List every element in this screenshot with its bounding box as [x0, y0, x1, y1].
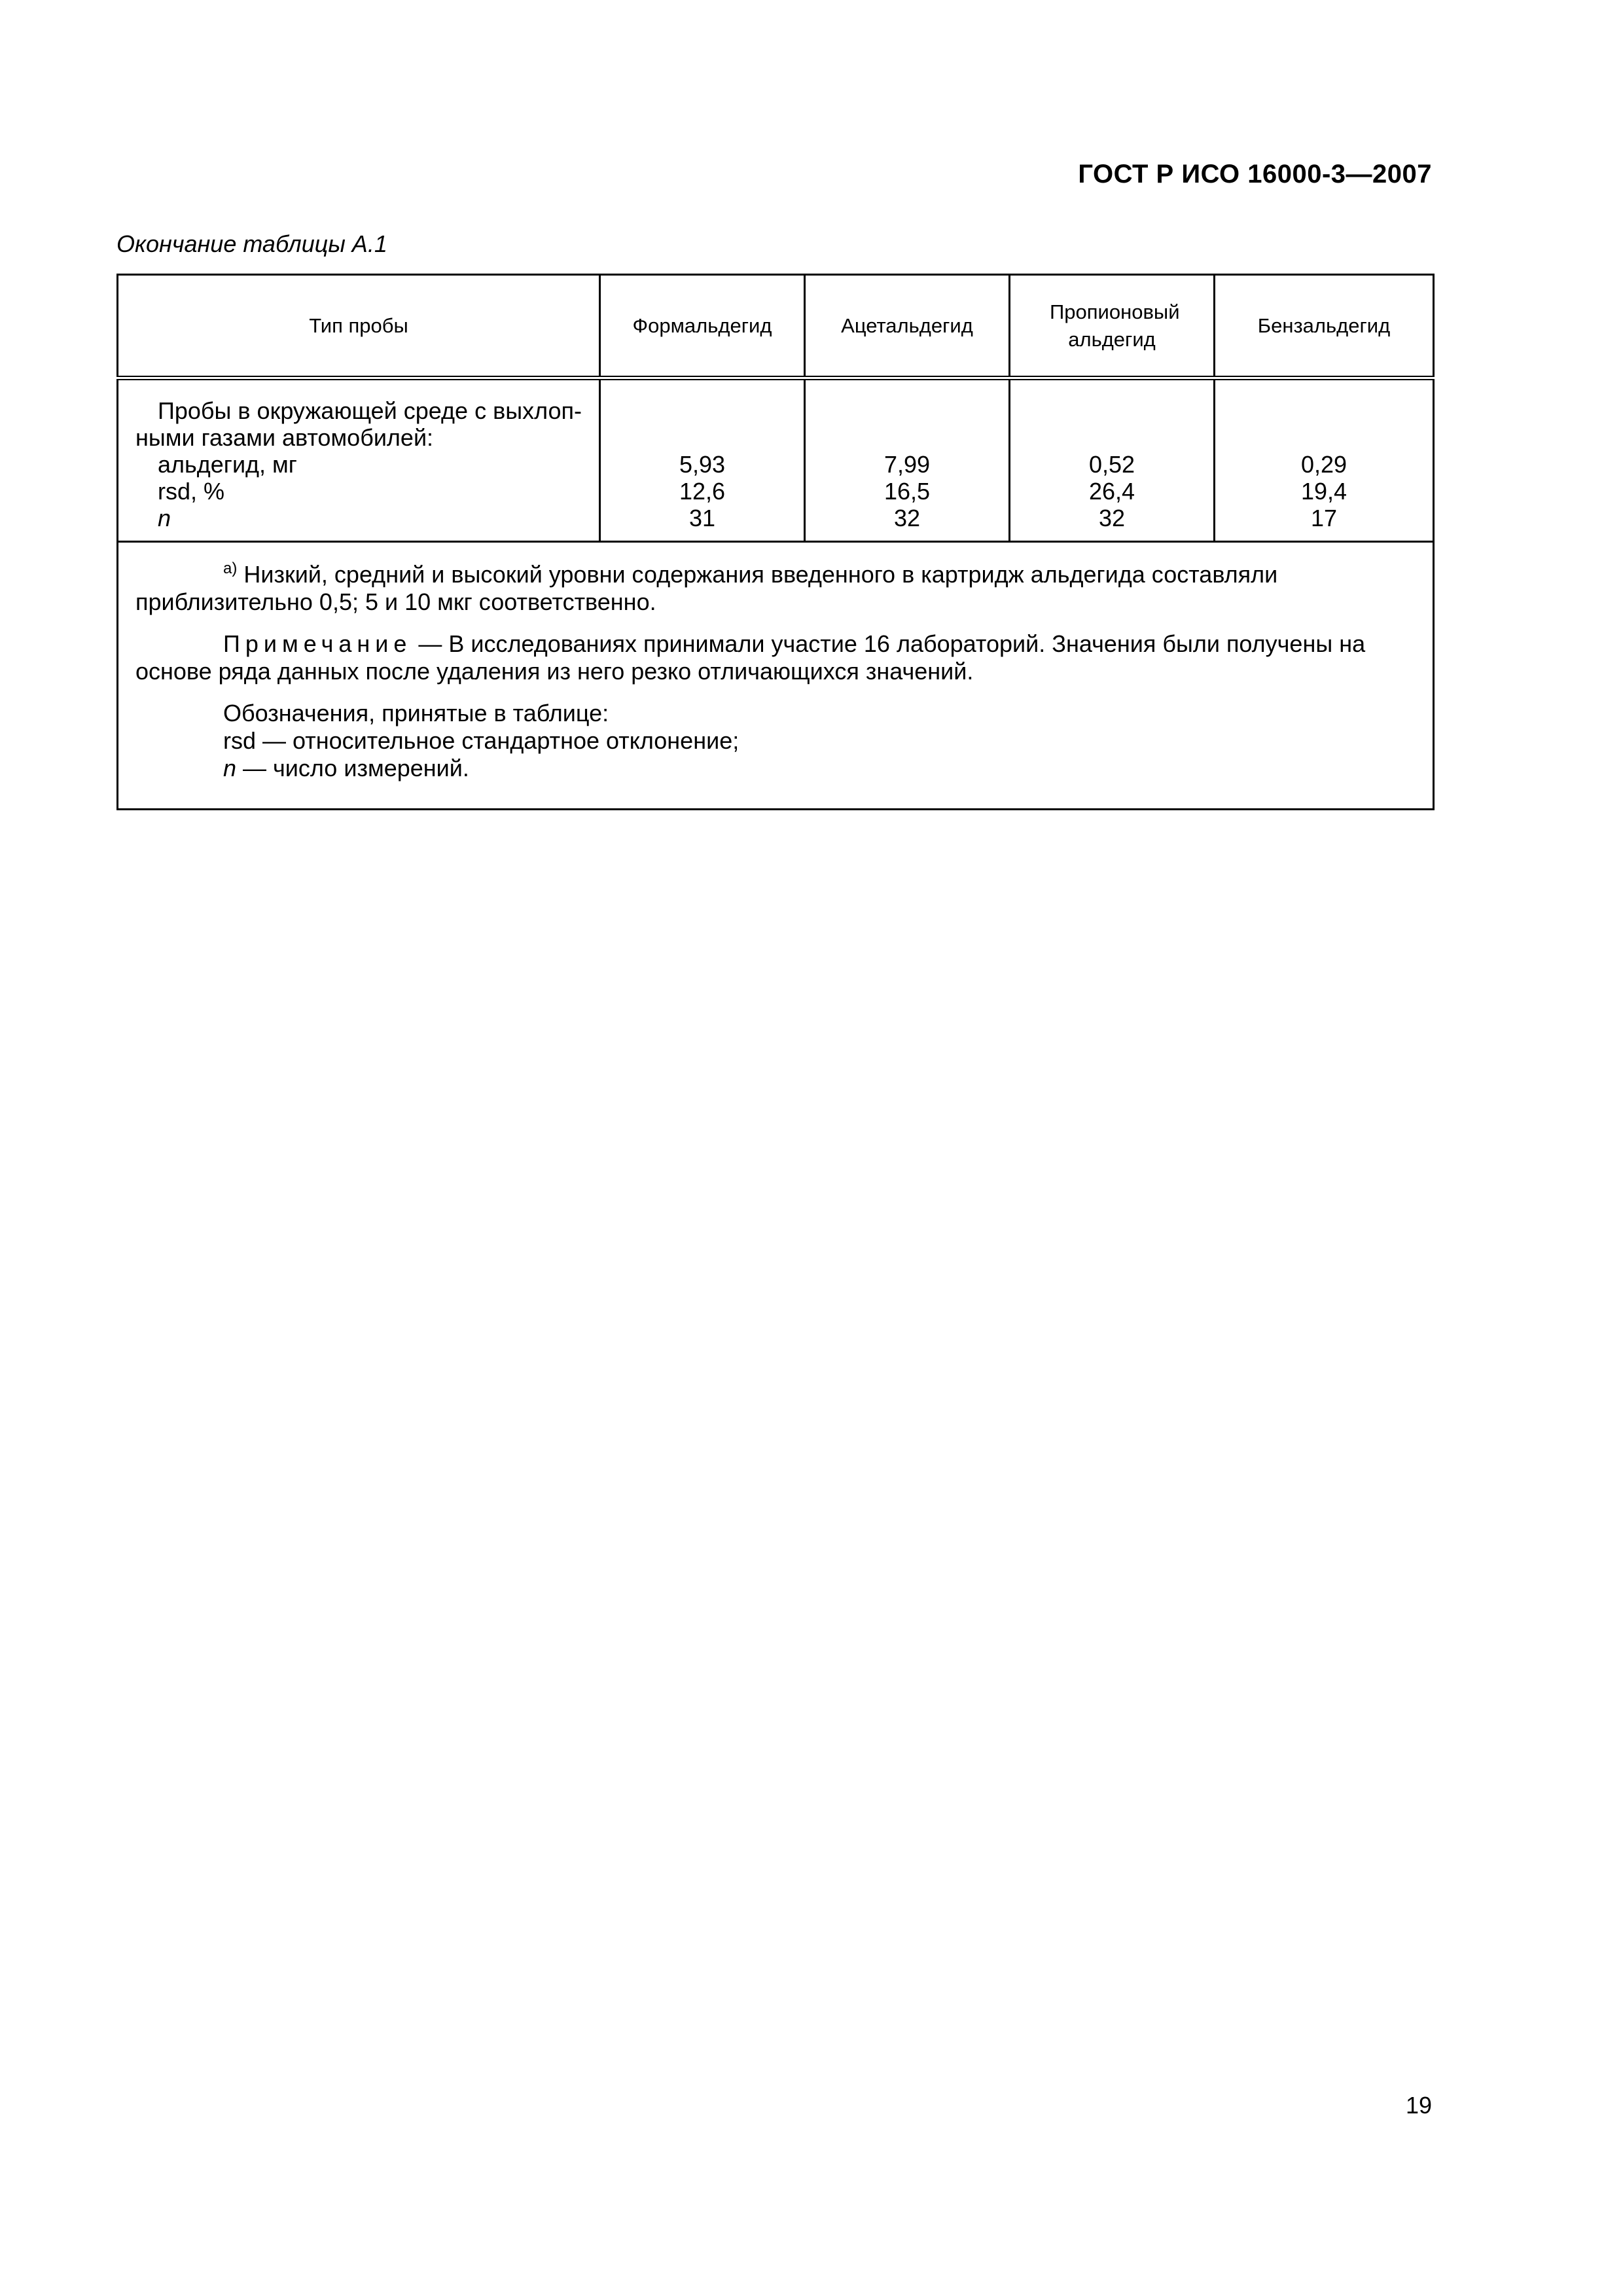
value-cell: 32	[1098, 505, 1126, 531]
footnote	[135, 561, 1416, 616]
column-header-benzaldehyde: Бензальдегид	[1215, 275, 1434, 378]
note	[135, 630, 1416, 685]
value-cell: 32	[893, 505, 921, 531]
value-cell: 26,4	[1088, 478, 1135, 505]
column-header-formaldehyde: Формальдегид	[600, 275, 805, 378]
value-cell: 5,93	[679, 451, 726, 478]
column-header-propionaldehyde: Пропионовый альдегид	[1010, 275, 1215, 378]
value-cell: 31	[688, 505, 716, 531]
document-designation: ГОСТ Р ИСО 16000-3—2007	[1078, 160, 1432, 188]
legend-rsd: rsd — относительное стандартное отклонение;	[223, 727, 740, 754]
row-label-n: n	[158, 505, 171, 531]
row-label-rsd: rsd, %	[158, 478, 225, 505]
legend-n-text: — число измерений.	[236, 755, 469, 781]
legend-title: Обозначения, принятые в таблице:	[223, 700, 609, 726]
benzaldehyde-values	[1215, 378, 1434, 542]
formaldehyde-values	[600, 378, 805, 542]
note-label: Примечание	[223, 630, 412, 657]
table-notes-row	[118, 542, 1434, 810]
propionaldehyde-values	[1010, 378, 1215, 542]
table-header-row	[118, 275, 1434, 378]
sample-type-cell	[118, 378, 600, 542]
acetaldehyde-values	[805, 378, 1010, 542]
column-header-acetaldehyde: Ацетальдегид	[805, 275, 1010, 378]
value-cell: 17	[1310, 505, 1338, 531]
value-cell: 16,5	[883, 478, 931, 505]
note-text: — В исследованиях принимали участие 16 лабораторий. Значения были получены на основе ряда данных после удаления из него резко отличающихся значений.	[135, 630, 1366, 685]
sample-type-line: ными газами автомобилей:	[135, 424, 434, 451]
value-cell: 0,52	[1088, 451, 1135, 478]
table-row	[118, 378, 1434, 542]
legend-n	[135, 755, 1416, 782]
value-cell: 12,6	[679, 478, 726, 505]
table-caption: Окончание таблицы А.1	[116, 230, 387, 257]
footnote-marker: а)	[223, 560, 238, 577]
page-number: 19	[1405, 2092, 1432, 2119]
legend-n-symbol: n	[223, 755, 237, 781]
value-cell: 0,29	[1300, 451, 1347, 478]
row-label-aldehyde-mass: альдегид, мг	[158, 451, 297, 478]
footnote-text: Низкий, средний и высокий уровни содержания введенного в картридж альдегида составляли приблизительно 0,5; 5 и 10 мкг соответственно.	[135, 561, 1278, 615]
value-cell: 19,4	[1300, 478, 1347, 505]
aldehyde-table	[116, 274, 1435, 810]
sample-type-line: Пробы в окружающей среде с выхлоп-	[158, 397, 582, 424]
value-cell: 7,99	[883, 451, 931, 478]
table-notes-cell	[118, 542, 1434, 810]
column-header-sample-type: Тип пробы	[118, 275, 600, 378]
